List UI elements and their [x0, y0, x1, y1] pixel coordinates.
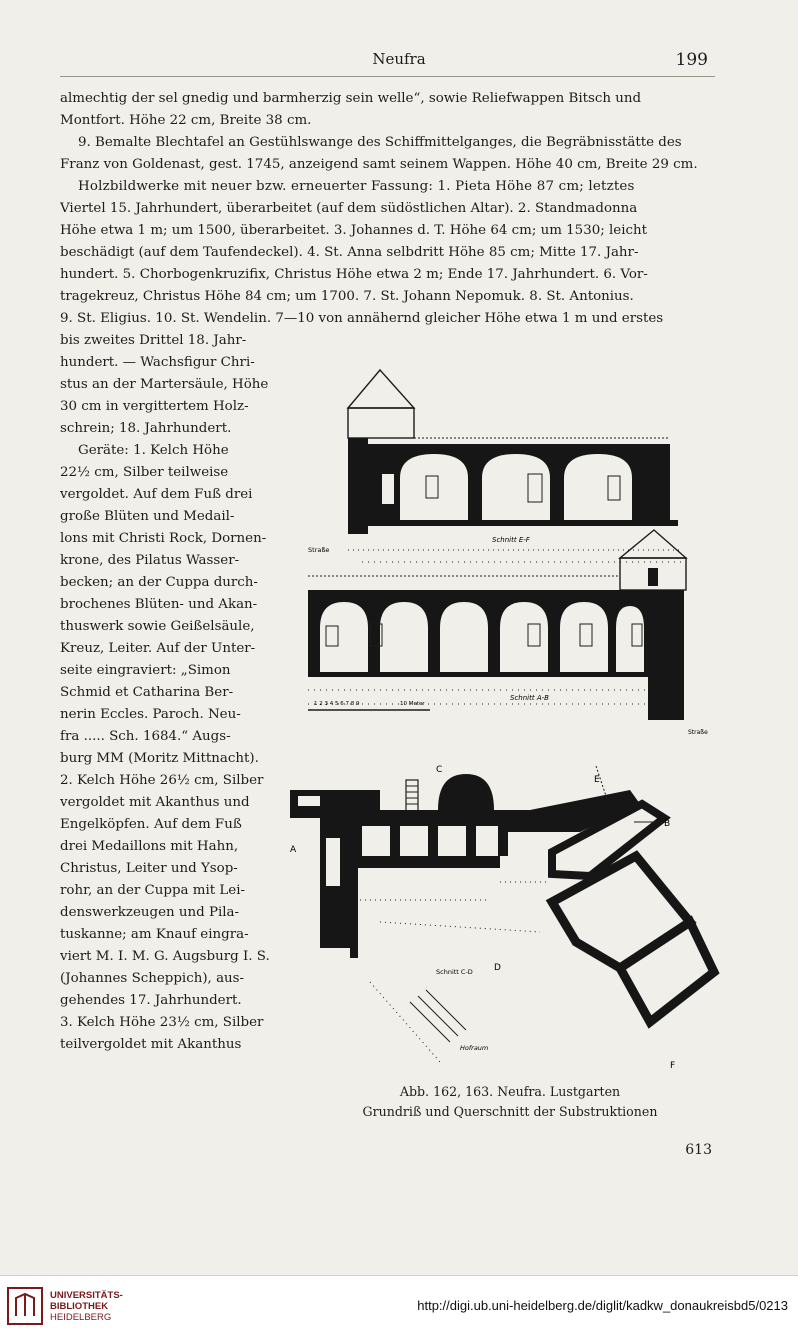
- viewer-footer: [0, 1275, 798, 1336]
- label-schnitt-ab: Schnitt A-B: [510, 694, 549, 702]
- running-header: [0, 50, 798, 72]
- paragraph-top: [60, 88, 715, 330]
- text-line: hundert. — Wachsfigur Chri-: [60, 355, 255, 370]
- library-name: [50, 1290, 123, 1323]
- ground-plan: [290, 765, 714, 1071]
- text-line: nerin Eccles. Paroch. Neu-: [60, 707, 241, 722]
- label-e: E: [594, 775, 600, 785]
- text-line: vergoldet. Auf dem Fuß drei: [60, 487, 253, 502]
- label-strasse-left: Straße: [308, 546, 330, 554]
- section-ab: [308, 530, 708, 736]
- text-line: (Johannes Scheppich), aus-: [60, 971, 245, 986]
- text-line: almechtig der sel gnedig und barmherzig sein welle“, sowie Reliefwappen Bitsch und: [60, 91, 642, 106]
- scale-meter: 10 Meter: [400, 701, 425, 707]
- text-line: Viertel 15. Jahrhundert, überarbeitet (auf dem südöstlichen Altar). 2. Standmadonna: [60, 201, 638, 216]
- label-b: B: [664, 819, 671, 829]
- text-line: Geräte: 1. Kelch Höhe: [78, 443, 229, 458]
- label-strasse-right: Straße: [688, 729, 708, 736]
- library-line-3: HEIDELBERG: [50, 1312, 112, 1323]
- text-line: bis zweites Drittel 18. Jahr-: [60, 333, 247, 348]
- text-line: becken; an der Cuppa durch-: [60, 575, 258, 590]
- text-line: drei Medaillons mit Hahn,: [60, 839, 239, 854]
- text-line: 30 cm in vergittertem Holz-: [60, 399, 249, 414]
- source-url-link[interactable]: http://digi.ub.uni-heidelberg.de/diglit/kadkw_donaukreisbd5/0213: [417, 1298, 788, 1313]
- header-page-number: 199: [675, 50, 708, 70]
- text-line: Franz von Goldenast, gest. 1745, anzeigend samt seinem Wappen. Höhe 40 cm, Breite 29 cm.: [60, 157, 698, 172]
- scale-ticks: 1 2 3 4 5 6 7 8 9: [314, 701, 360, 707]
- text-line: teilvergoldet mit Akanthus: [60, 1037, 242, 1052]
- text-line: schrein; 18. Jahrhundert.: [60, 421, 232, 436]
- text-line: tragekreuz, Christus Höhe 84 cm; um 1700. 7. St. Johann Nepomuk. 8. St. Antonius.: [60, 289, 634, 304]
- text-line: stus an der Martersäule, Höhe: [60, 377, 269, 392]
- label-d: D: [494, 963, 501, 973]
- text-line: hundert. 5. Chorbogenkruzifix, Christus Höhe etwa 2 m; Ende 17. Jahrhundert. 6. Vor-: [60, 267, 648, 282]
- text-line: lons mit Christi Rock, Dornen-: [60, 531, 267, 546]
- text-line: vergoldet mit Akanthus und: [60, 795, 250, 810]
- section-ef: [308, 370, 682, 562]
- paragraph-narrow: [60, 330, 288, 1056]
- text-line: 2. Kelch Höhe 26½ cm, Silber: [60, 773, 264, 788]
- text-line: fra ..... Sch. 1684.“ Augs-: [60, 729, 231, 744]
- figure-caption-line-1: Abb. 162, 163. Neufra. Lustgarten: [399, 1084, 621, 1099]
- label-a: A: [290, 845, 297, 855]
- label-schnitt-cd: Schnitt C-D: [436, 968, 473, 976]
- text-line: Höhe etwa 1 m; um 1500, überarbeitet. 3. Johannes d. T. Höhe 64 cm; um 1530; leicht: [60, 223, 648, 238]
- text-line: gehendes 17. Jahrhundert.: [60, 993, 242, 1008]
- text-line: 22½ cm, Silber teilweise: [60, 465, 229, 480]
- label-hofraum: Hofraum: [460, 1044, 489, 1052]
- text-line: viert M. I. M. G. Augsburg I. S.: [60, 949, 270, 964]
- figure-caption-line-2: Grundriß und Querschnitt der Substruktionen: [362, 1104, 658, 1119]
- text-line: Engelköpfen. Auf dem Fuß: [60, 817, 242, 832]
- text-line: Kreuz, Leiter. Auf der Unter-: [60, 641, 256, 656]
- text-line: 3. Kelch Höhe 23½ cm, Silber: [60, 1015, 264, 1030]
- label-f: F: [670, 1061, 676, 1071]
- text-line: Montfort. Höhe 22 cm, Breite 38 cm.: [60, 113, 312, 128]
- text-line: Schmid et Catharina Ber-: [60, 685, 234, 700]
- library-logo-icon: [6, 1286, 44, 1326]
- text-line: thuswerk sowie Geißelsäule,: [60, 619, 255, 634]
- text-line: seite eingraviert: „Simon: [60, 663, 231, 678]
- text-line: burg MM (Moritz Mittnacht).: [60, 751, 259, 766]
- text-line: krone, des Pilatus Wasser-: [60, 553, 240, 568]
- text-line: Christus, Leiter und Ysop-: [60, 861, 238, 876]
- footer-page-number: 613: [685, 1142, 712, 1158]
- text-line: brochenes Blüten- und Akan-: [60, 597, 258, 612]
- text-line: tuskanne; am Knauf eingra-: [60, 927, 249, 942]
- text-line: 9. St. Eligius. 10. St. Wendelin. 7—10 von annähernd gleicher Höhe etwa 1 m und erstes: [60, 311, 664, 326]
- header-title: Neufra: [372, 50, 426, 68]
- label-schnitt-ef: Schnitt E-F: [492, 536, 530, 544]
- library-line-2: BIBLIOTHEK: [50, 1301, 109, 1312]
- header-rule: [60, 76, 715, 77]
- architectural-figure: [290, 362, 720, 1072]
- text-line: rohr, an der Cuppa mit Lei-: [60, 883, 246, 898]
- text-line: beschädigt (auf dem Taufendeckel). 4. St. Anna selbdritt Höhe 85 cm; Mitte 17. Jahr-: [60, 245, 639, 260]
- label-c: C: [436, 765, 443, 775]
- text-line: große Blüten und Medail-: [60, 509, 235, 524]
- text-line: denswerkzeugen und Pila-: [60, 905, 240, 920]
- library-line-1: UNIVERSITÄTS-: [50, 1290, 123, 1301]
- text-line: 9. Bemalte Blechtafel an Gestühlswange des Schiffmittelganges, die Begräbnisstätte des: [78, 135, 682, 150]
- text-line: Holzbildwerke mit neuer bzw. erneuerter Fassung: 1. Pieta Höhe 87 cm; letztes: [78, 179, 635, 194]
